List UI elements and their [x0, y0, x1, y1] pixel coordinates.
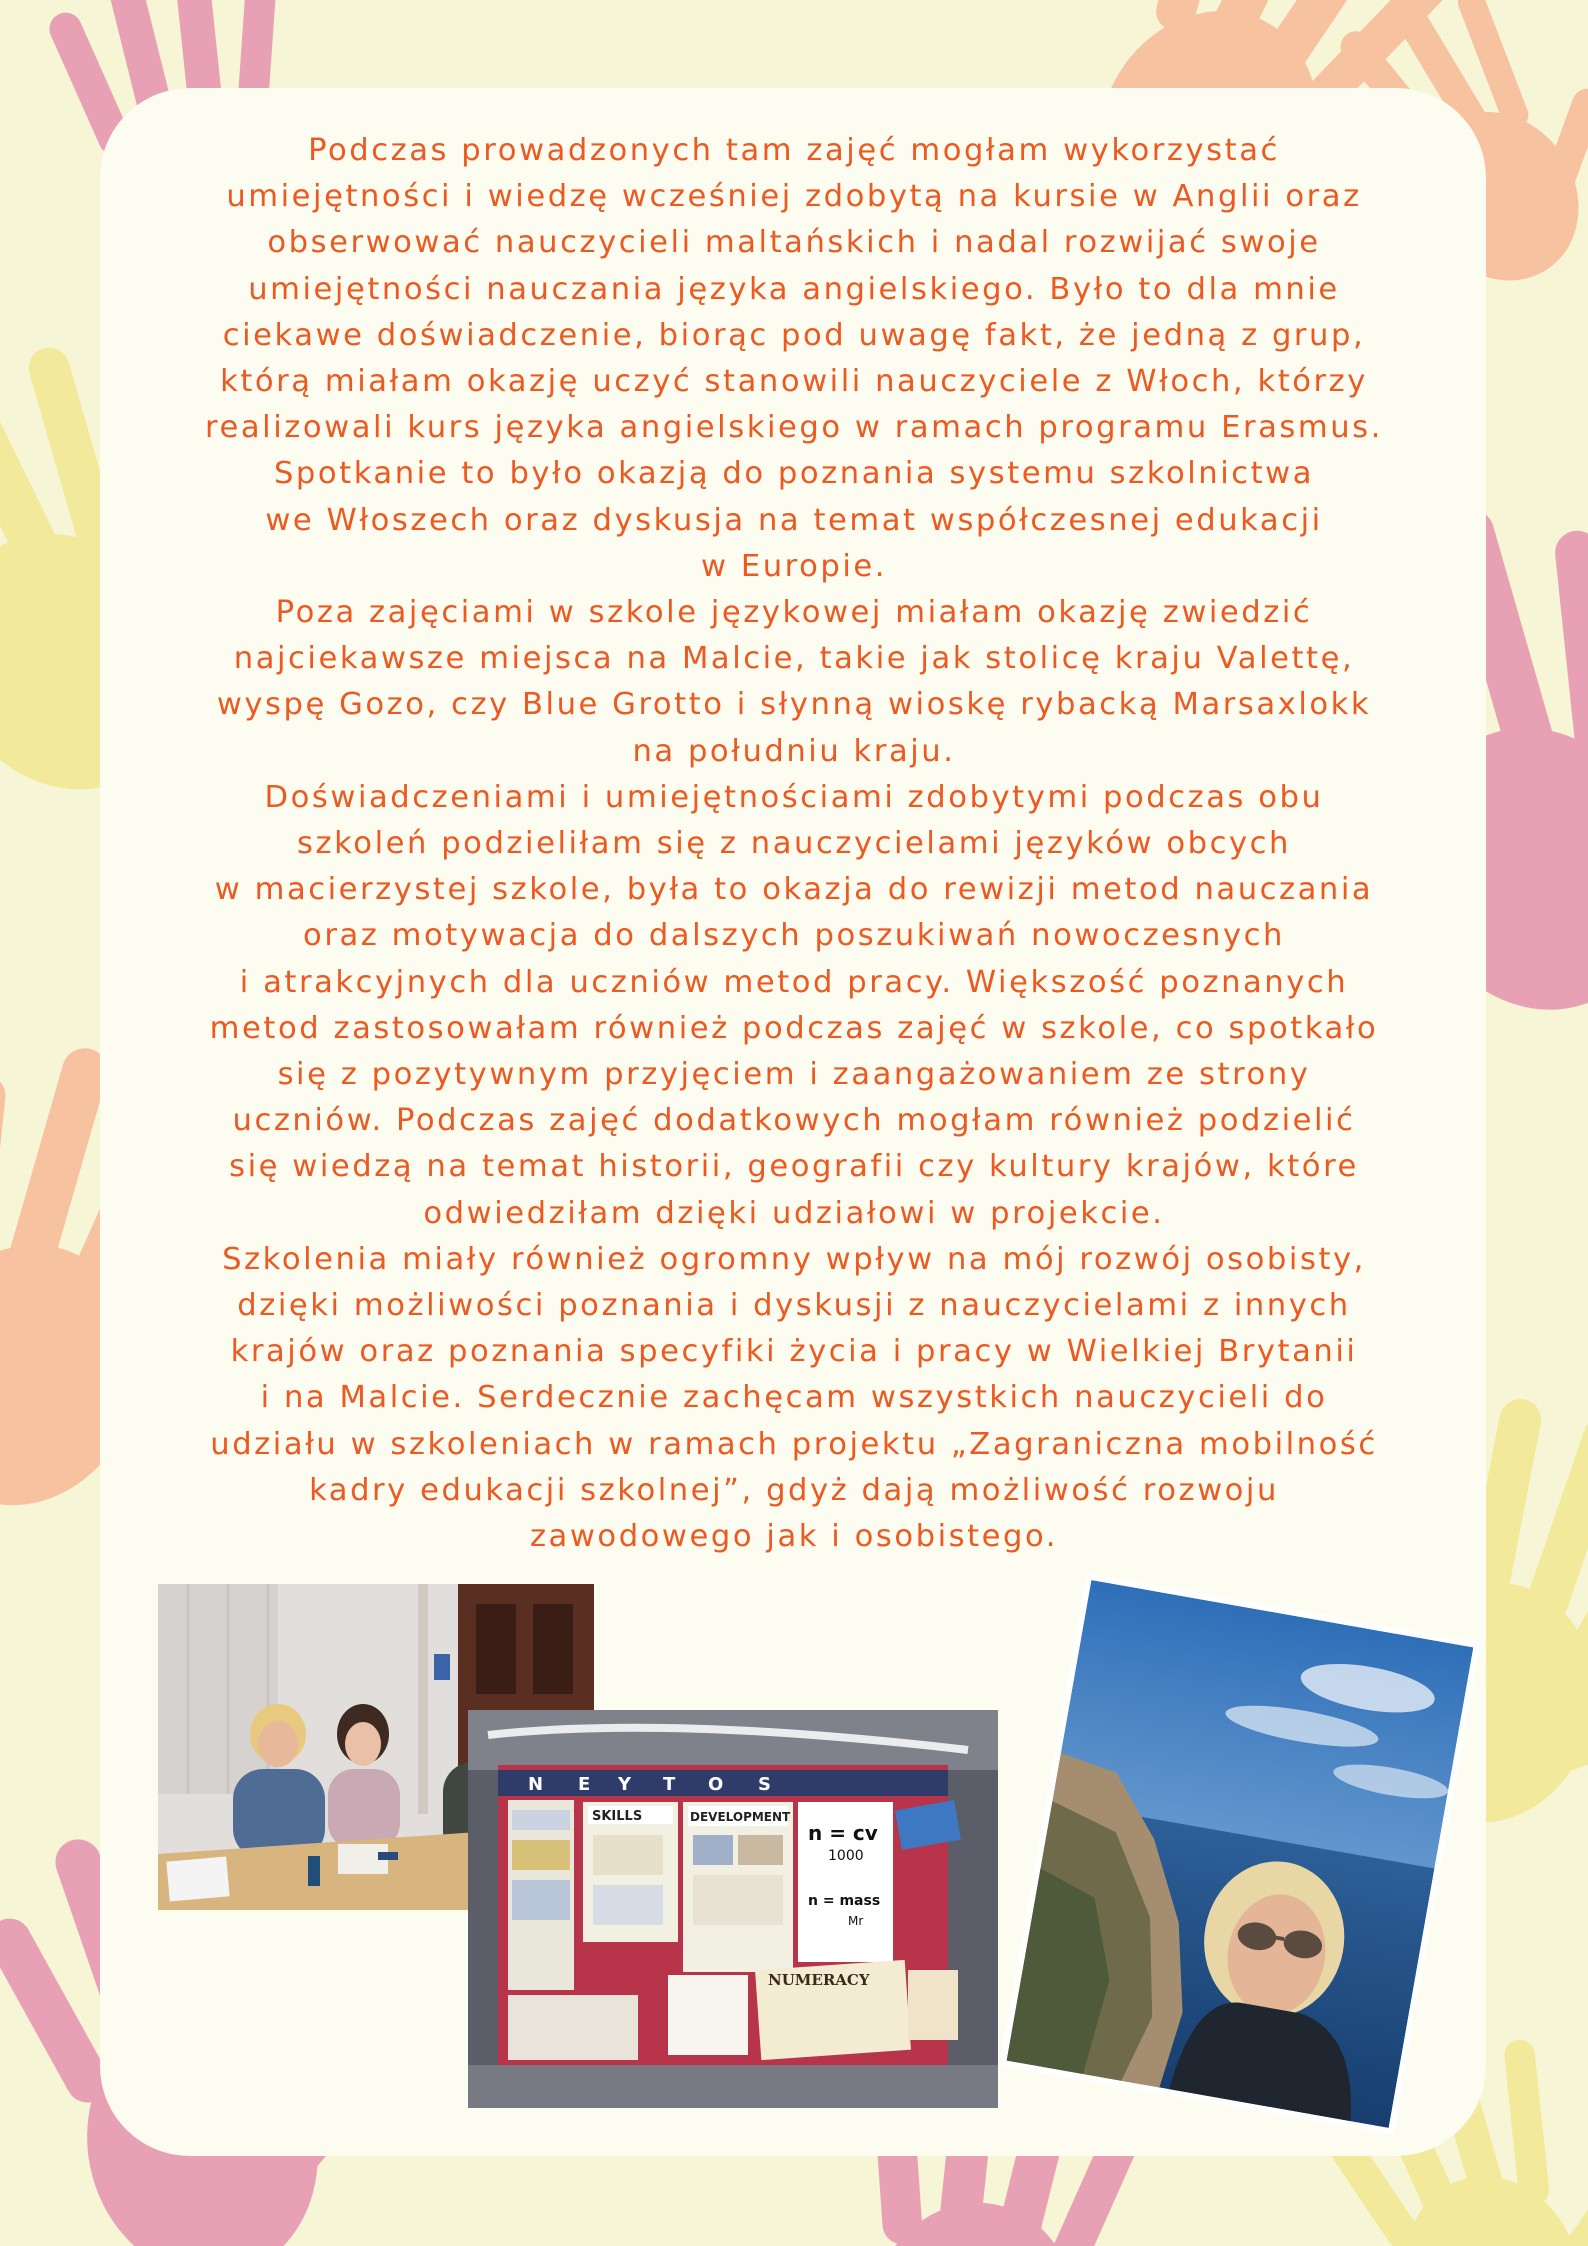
paragraph-summary — [130, 1237, 1458, 1560]
text-line: na południu kraju. — [632, 733, 956, 769]
board-development: DEVELOPMENT — [690, 1810, 791, 1824]
text-line: w macierzystej szkole, była to okazja do rewizji metod nauczania — [214, 872, 1374, 908]
text-line: i atrakcyjnych dla uczniów metod pracy. Większość poznanych — [239, 964, 1349, 1000]
board-skills: SKILLS — [592, 1809, 643, 1824]
text-line: w Europie. — [700, 548, 888, 584]
text-line: obserwować nauczycieli maltańskich i nadal rozwijać swoje — [267, 225, 1321, 261]
text-line: zawodowego jak i osobistego. — [529, 1519, 1059, 1555]
text-line: odwiedziłam dzięki udziałowi w projekcie. — [423, 1195, 1165, 1231]
board-letter: Y — [618, 1774, 632, 1795]
text-line: umiejętności i wiedzę wcześniej zdobytą na kursie w Anglii oraz — [226, 179, 1362, 215]
text-line: Spotkanie to było okazją do poznania systemu szkolnictwa — [273, 456, 1315, 492]
text-line: wyspę Gozo, czy Blue Grotto i słynną wioskę rybacką Marsaxlokk — [216, 687, 1372, 723]
text-line: krajów oraz poznania specyfiki życia i pracy w Wielkiej Brytanii — [230, 1334, 1358, 1370]
text-line: Doświadczeniami i umiejętnościami zdobytymi podczas obu — [264, 779, 1324, 815]
paragraph-lessons — [130, 128, 1458, 590]
text-line: oraz motywacja do dalszych poszukiwań nowoczesnych — [303, 918, 1285, 954]
text-line: kadry edukacji szkolnej”, gdyż dają możliwość rozwoju — [309, 1472, 1279, 1508]
board-letter: T — [663, 1774, 676, 1795]
board-numeracy: NUMERACY — [768, 1971, 870, 1989]
text-line: się z pozytywnym przyjęciem i zaangażowaniem ze strony — [277, 1057, 1311, 1093]
text-line: udziału w szkoleniach w ramach projektu „Zagraniczna mobilność — [210, 1426, 1378, 1462]
text-line: uczniów. Podczas zajęć dodatkowych mogłam również podzielić — [232, 1103, 1356, 1139]
text-line: metod zastosowałam również podczas zajęć w szkole, co spotkało — [209, 1010, 1379, 1046]
photo-cliff-selfie — [1000, 1573, 1481, 2135]
text-line: którą miałam okazję uczyć stanowili nauczyciele z Włoch, którzy — [220, 364, 1368, 400]
paragraph-sightseeing — [130, 590, 1458, 775]
text-line: szkoleń podzieliłam się z nauczycielami języków obcych — [297, 826, 1291, 862]
board-letter: E — [578, 1774, 591, 1795]
text-line: we Włoszech oraz dyskusja na temat współczesnej edukacji — [265, 502, 1323, 538]
text-line: umiejętności nauczania języka angielskiego. Było to dla mnie — [248, 271, 1340, 307]
text-line: Poza zajęciami w szkole językowej miałam okazję zwiedzić — [275, 595, 1313, 631]
text-line: ciekawe doświadczenie, biorąc pod uwagę fakt, że jedną z grup, — [222, 317, 1366, 353]
text-line: Podczas prowadzonych tam zajęć mogłam wykorzystać — [308, 133, 1280, 168]
board-formula-2: n = mass — [808, 1893, 881, 1909]
text-line: Szkolenia miały również ogromny wpływ na mój rozwój osobisty, — [222, 1241, 1366, 1277]
board-letter: O — [708, 1774, 724, 1795]
text-line: realizowali kurs języka angielskiego w ramach programu Erasmus. — [205, 410, 1383, 446]
article-body — [130, 128, 1458, 1560]
photo-classroom-board — [468, 1710, 998, 2108]
paragraph-sharing — [130, 775, 1458, 1237]
text-line: dzięki możliwości poznania i dyskusji z nauczycielami z innych — [237, 1288, 1351, 1324]
text-line: i na Malcie. Serdecznie zachęcam wszystkich nauczycieli do — [260, 1380, 1328, 1416]
board-formula-1-denominator: 1000 — [828, 1848, 864, 1864]
text-line: najciekawsze miejsca na Malcie, takie jak stolicę kraju Valettę, — [233, 641, 1355, 677]
board-formula-2-denominator: Mr — [848, 1914, 864, 1928]
board-letter: N — [528, 1774, 544, 1795]
board-letter: S — [758, 1774, 771, 1795]
text-line: się wiedzą na temat historii, geografii czy kultury krajów, które — [229, 1149, 1359, 1185]
board-formula-1: n = cv — [808, 1821, 878, 1845]
